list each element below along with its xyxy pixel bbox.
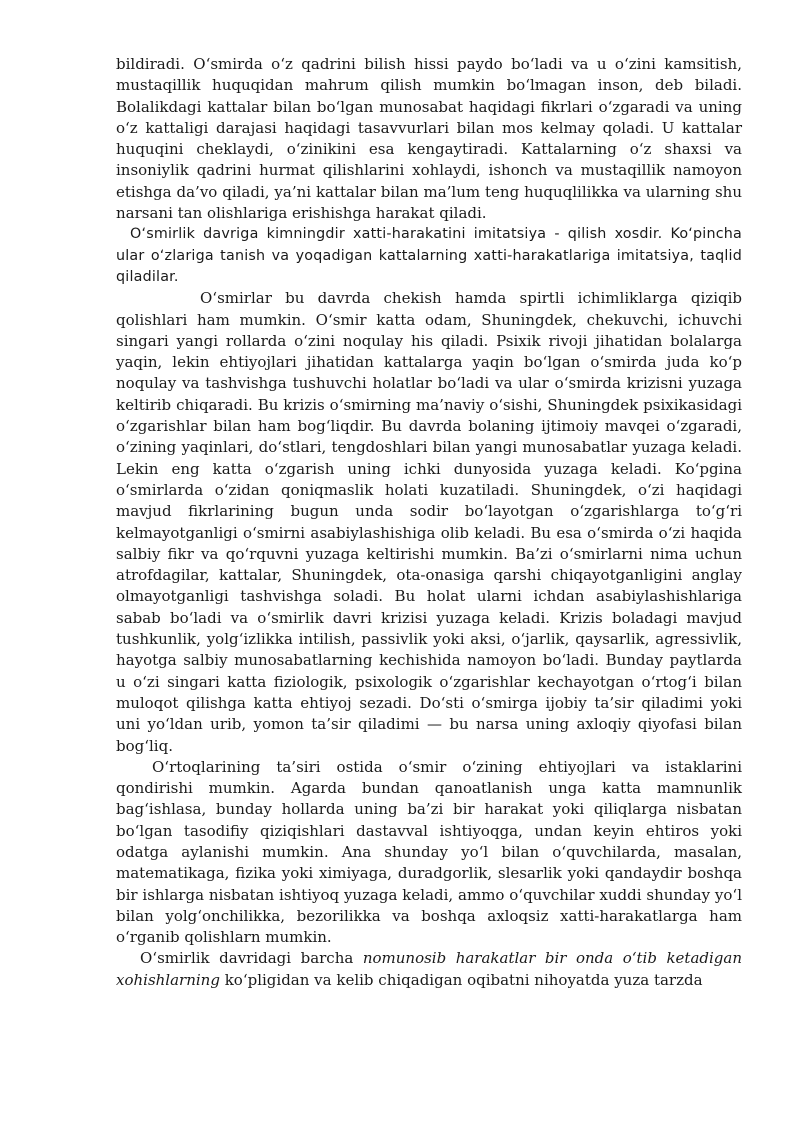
paragraph-5-text-end: ko‘pligidan va kelib chiqadigan oqibatni nihoyatda yuza tarzda — [219, 970, 703, 989]
paragraph-3: O‘smirlar bu davrda chekish hamda spirtli ichimliklarga qiziqib qolishlari ham mumkin. O‘smir katta odam, Shuningdek, chekuvchi, ichuvchi singari yangi rollarda o‘zini noqulay his qiladi. Psixik rivoji jihatidan bolalarga yaqin, lekin ehtiyojlari jihatidan kattalarga yaqin bo‘lgan o‘smirda juda ko‘p noqulay va tashvishga tushuvchi holatlar bo‘ladi va ular o‘smirda krizisni yuzaga keltirib chiqaradi. Bu krizis o‘smirning ma’naviy o‘sishi, Shuningdek psixikasidagi o‘zgarishlar bilan ham bog‘liqdir. Bu davrda bolaning ijtimoiy mavqei o‘zgaradi, o‘zining yaqinlari, do‘stlari, tengdoshlari bilan yangi munosabatlar yuzaga keladi. Lekin eng katta o‘zgarish uning ichki dunyosida yuzaga keladi. Ko‘pgina o‘smirlarda o‘zidan qoniqmaslik holati kuzatiladi. Shuningdek, o‘zi haqidagi mavjud fikrlarining bugun unda sodir bo‘layotgan o‘zgarishlarga to‘g‘ri kelmayotganligi o‘smirni asabiylashishiga olib keladi. Bu esa o‘smirda o‘zi haqida salbiy fikr va qo‘rquvni yuzaga keltirishi mumkin. Ba’zi o‘smirlarni nima uchun atrofdagilar, kattalar, Shuningdek, ota-onasiga qarshi chiqayotganligini anglay olmayotganligi tashvishga soladi. Bu holat ularni ichdan asabiylashishlariga sabab bo‘ladi va o‘smirlik davri krizisi yuzaga keladi. Krizis boladagi mavjud tushkunlik, yolg‘izlikka intilish, passivlik yoki aksi, o‘jarlik, qaysarlik, agressivlik, hayotga salbiy munosabatlarning kechishida namoyon bo‘ladi. Bunday paytlarda u o‘zi singari katta fiziologik, psixologik o‘zgarishlar kechayotgan o‘rtog‘i bilan muloqot qilishga katta ehtiyoj sezadi. Do‘sti o‘smirga ijobiy ta’sir qiladimi yoki uni yo‘ldan urib, yomon ta’sir qiladimi — bu narsa uning axloqiy qiyofasi bilan bog‘liq. — [116, 289, 742, 755]
paragraph-1: bildiradi. O‘smirda o‘z qadrini bilish hissi paydo bo‘ladi va u o‘zini kamsitish, mustaqillik huquqidan mahrum qilish mumkin bo‘lmagan inson, deb biladi. Bolalikdagi kattalar bilan bo‘lgan munosabat haqidagi fikrlari o‘zgaradi va uning o‘z kattaligi darajasi haqidagi tasavvurlari bilan mos kelmay qoladi. U kattalar huquqini cheklaydi, o‘zinikini esa kengaytiradi. Kattalarning o‘z shaxsi va insoniylik qadrini hurmat qilishlarini xohlaydi, ishonch va mustaqillik namoyon etishga da’vo qiladi, ya’ni kattalar bilan ma’lum teng huquqlilikka va ularning shu narsani tan olishlariga erishishga harakat qiladi. — [116, 55, 742, 223]
paragraph-5-text-start: O‘smirlik davridagi barcha — [140, 949, 363, 968]
paragraph-4: O‘rtoqlarining ta’siri ostida o‘smir o‘zining ehtiyojlari va istaklarini qondirishi mumkin. Agarda bundan qanoatlanish unga katta mamnunlik bag‘ishlasa, bunday hollarda uning ba’zi bir harakat yoki qiliqlarga nisbatan bo‘lgan tasodifiy qiziqishlari dastavval ishtiyoqga, undan keyin ehtiros yoki odatga aylanishi mumkin. Ana shunday yo‘l bilan o‘quvchilarda, masalan, matematikaga, fizika yoki ximiyaga, duradgorlik, slesarlik yoki qandaydir boshqa bir ishlarga nisbatan ishtiyoq yuzaga keladi, ammo o‘quvchilar xuddi shunday yo‘l bilan yolg‘onchilikka, bezorilikka va boshqa axloqsiz xatti-harakatlarga ham o‘rganib qolishlarn mumkin. — [116, 757, 742, 947]
document-page — [116, 54, 742, 991]
paragraph-5-emphasis: nomunosib harakatlar bir onda o‘tib ketadigan xohishlarning — [116, 949, 743, 989]
paragraph-2: O‘smirlik davriga kimningdir xatti-harakatini imitatsiya - qilish xosdir. Ko‘pincha ular o‘zlariga tanish va yoqadigan kattalarning xatti-harakatlariga imitatsiya, taqlid qiladilar. — [116, 226, 742, 285]
paragraph-5 — [116, 948, 742, 991]
